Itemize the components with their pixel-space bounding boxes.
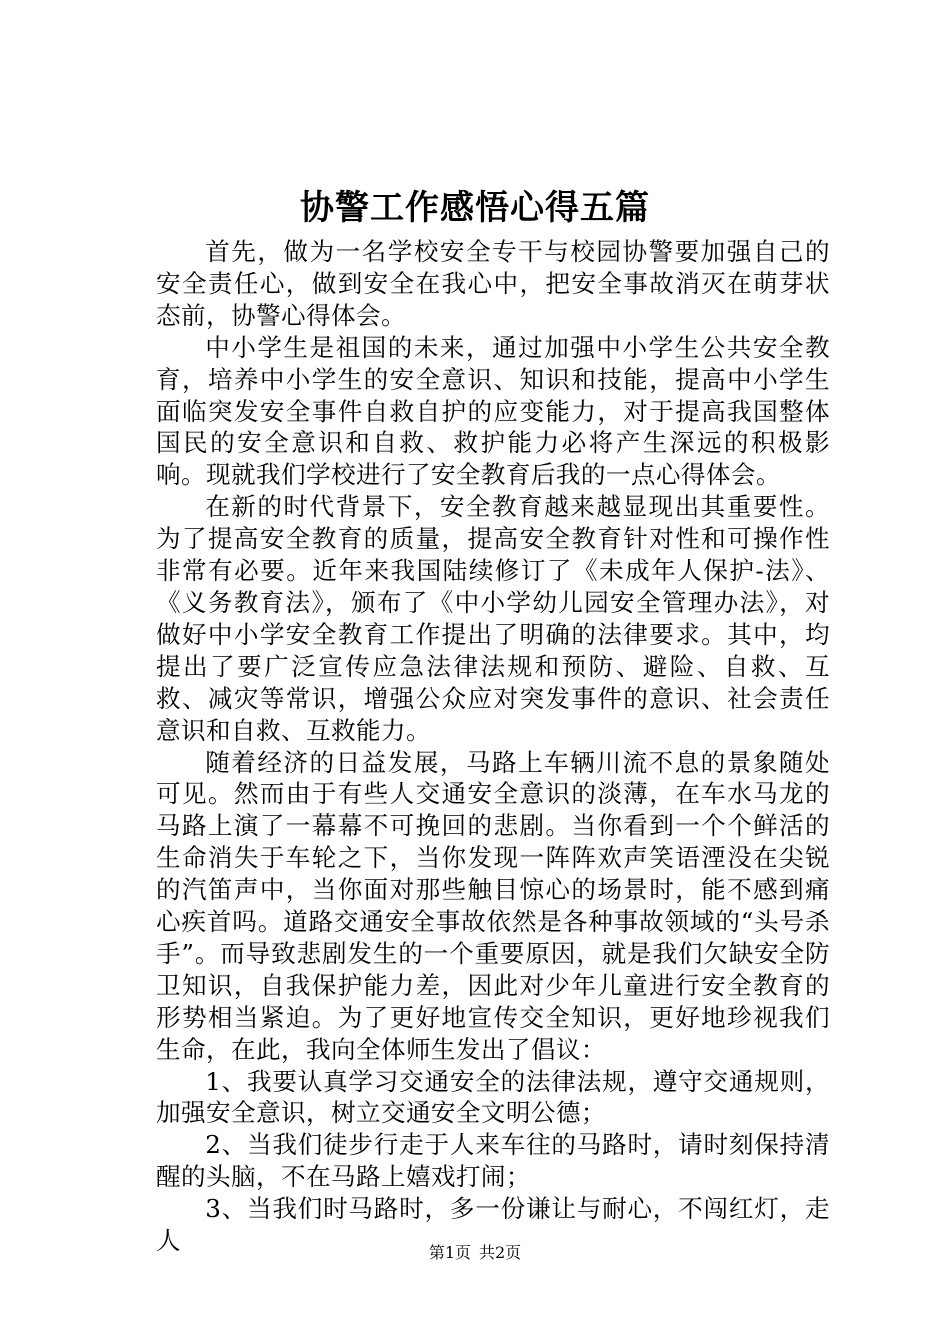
paragraph-1: 首先，做为一名学校安全专干与校园协警要加强自己的安全责任心，做到安全在我心中，把安全事故消灭在萌芽状态前，协警心得体会。 xyxy=(156,237,830,330)
page-total: 共2页 xyxy=(479,1243,522,1262)
document-title: 协警工作感悟心得五篇 xyxy=(300,188,650,228)
paragraph-4: 随着经济的日益发展，马路上车辆川流不息的景象随处可见。然而由于有些人交通安全意识的淡薄，在车水马龙的马路上演了一幕幕不可挽回的悲剧。当你看到一个个鲜活的生命消失于车轮之下，当你发现一阵阵欢声笑语湮没在尖锐的汽笛声中，当你面对那些触目惊心的场景时，能不感到痛心疾首吗。道路交通安全事故依然是各种事故领域的“头号杀手”。而导致悲剧发生的一个重要原因，就是我们欠缺安全防卫知识，自我保护能力差，因此对少年儿童进行安全教育的形势相当紧迫。为了更好地宣传交全知识，更好地珍视我们生命，在此，我向全体师生发出了倡议： xyxy=(156,747,830,1064)
list-item-2: 2、当我们徒步行走于人来车往的马路时，请时刻保持清醒的头脑，不在马路上嬉戏打闹； xyxy=(156,1130,830,1192)
page-number: 第1页 xyxy=(428,1243,471,1262)
page-footer xyxy=(0,1241,950,1265)
paragraph-3: 在新的时代背景下，安全教育越来越显现出其重要性。为了提高安全教育的质量，提高安全教育针对性和可操作性非常有必要。近年来我国陆续修订了《未成年人保护-法》、《义务教育法》，颁布了《中小学幼儿园安全管理办法》，对做好中小学安全教育工作提出了明确的法律要求。其中，均提出了要广泛宣传应急法律法规和预防、避险、自救、互救、减灾等常识，增强公众应对突发事件的意识、社会责任意识和自救、互救能力。 xyxy=(156,492,830,745)
list-item-1: 1、我要认真学习交通安全的法律法规，遵守交通规则，加强安全意识，树立交通安全文明公德； xyxy=(156,1066,830,1128)
document-body xyxy=(156,236,830,1257)
list-item-3: 3、当我们时马路时，多一份谦让与耐心，不闯红灯，走人 xyxy=(156,1194,830,1256)
paragraph-2: 中小学生是祖国的未来，通过加强中小学生公共安全教育，培养中小学生的安全意识、知识和技能，提高中小学生面临突发安全事件自救自护的应变能力，对于提高我国整体国民的安全意识和自救、救护能力必将产生深远的积极影响。现就我们学校进行了安全教育后我的一点心得体会。 xyxy=(156,332,830,490)
